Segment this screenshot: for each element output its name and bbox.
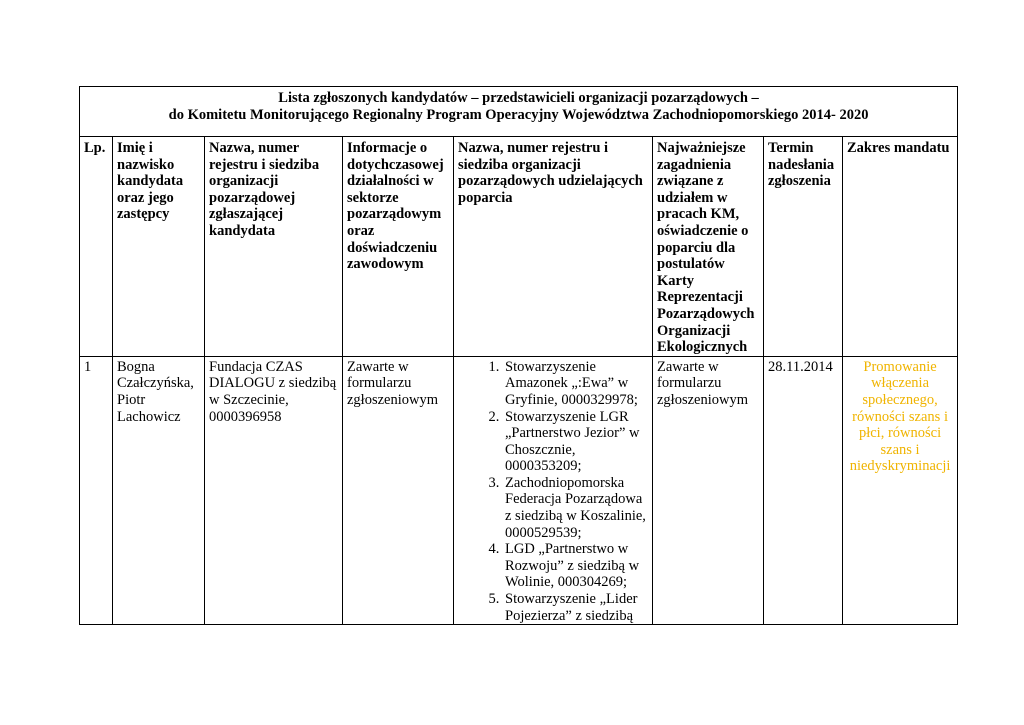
cell-supporting [454,356,653,625]
table-title [80,87,958,137]
header-date: Termin nadesłania zgłoszenia [764,137,843,357]
header-activity: Informacje o dotychczasowej działalności w sektorze pozarządowym oraz doświadczeniu zawodowym [343,137,454,357]
cell-date: 28.11.2014 [764,356,843,625]
cell-mandate: Promowanie włączenia społecznego, równości szans i płci, równości szans i niedyskryminacji [843,356,958,625]
list-item: 4. LGD „Partnerstwo w Rozwoju” z siedzibą w Wolinie, 000304269; [503,541,648,591]
header-candidate: Imię i nazwisko kandydata oraz jego zastępcy [113,137,205,357]
cell-activity: Zawarte w formularzu zgłoszeniowym [343,356,454,625]
list-item: 1. Stowarzyszenie Amazonek „:Ewa” w Gryfinie, 0000329978; [503,359,648,409]
header-mandate: Zakres mandatu [843,137,958,357]
list-item: 5. Stowarzyszenie „Lider Pojezierza” z siedzibą [503,591,648,624]
supporting-orgs-list [458,359,648,625]
cell-lp: 1 [80,356,113,625]
title-line-1: Lista zgłoszonych kandydatów – przedstawicieli organizacji pozarządowych – [278,90,759,106]
header-issues: Najważniejsze zagadnienia związane z udziałem w pracach KM, oświadczenie o poparciu dla postulatów Karty Reprezentacji Pozarządowych Organizacji Ekologicznych [653,137,764,357]
header-lp: Lp. [80,137,113,357]
cell-org: Fundacja CZAS DIALOGU z siedzibą w Szczecinie, 0000396958 [205,356,343,625]
header-supporting: Nazwa, numer rejestru i siedziba organizacji pozarządowych udzielających poparcia [454,137,653,357]
list-item: 2. Stowarzyszenie LGR „Partnerstwo Jezior” w Choszcznie, 0000353209; [503,409,648,475]
cell-issues: Zawarte w formularzu zgłoszeniowym [653,356,764,625]
candidates-table [79,86,958,625]
cell-candidate: Bogna Czałczyńska, Piotr Lachowicz [113,356,205,625]
header-row [80,137,958,357]
table-row [80,356,958,625]
list-item: 3. Zachodniopomorska Federacja Pozarządowa z siedzibą w Koszalinie, 0000529539; [503,475,648,541]
title-line-2: do Komitetu Monitorującego Regionalny Program Operacyjny Województwa Zachodniopomorskiego 2014- 2020 [168,107,869,123]
header-org: Nazwa, numer rejestru i siedziba organizacji pozarządowej zgłaszającej kandydata [205,137,343,357]
